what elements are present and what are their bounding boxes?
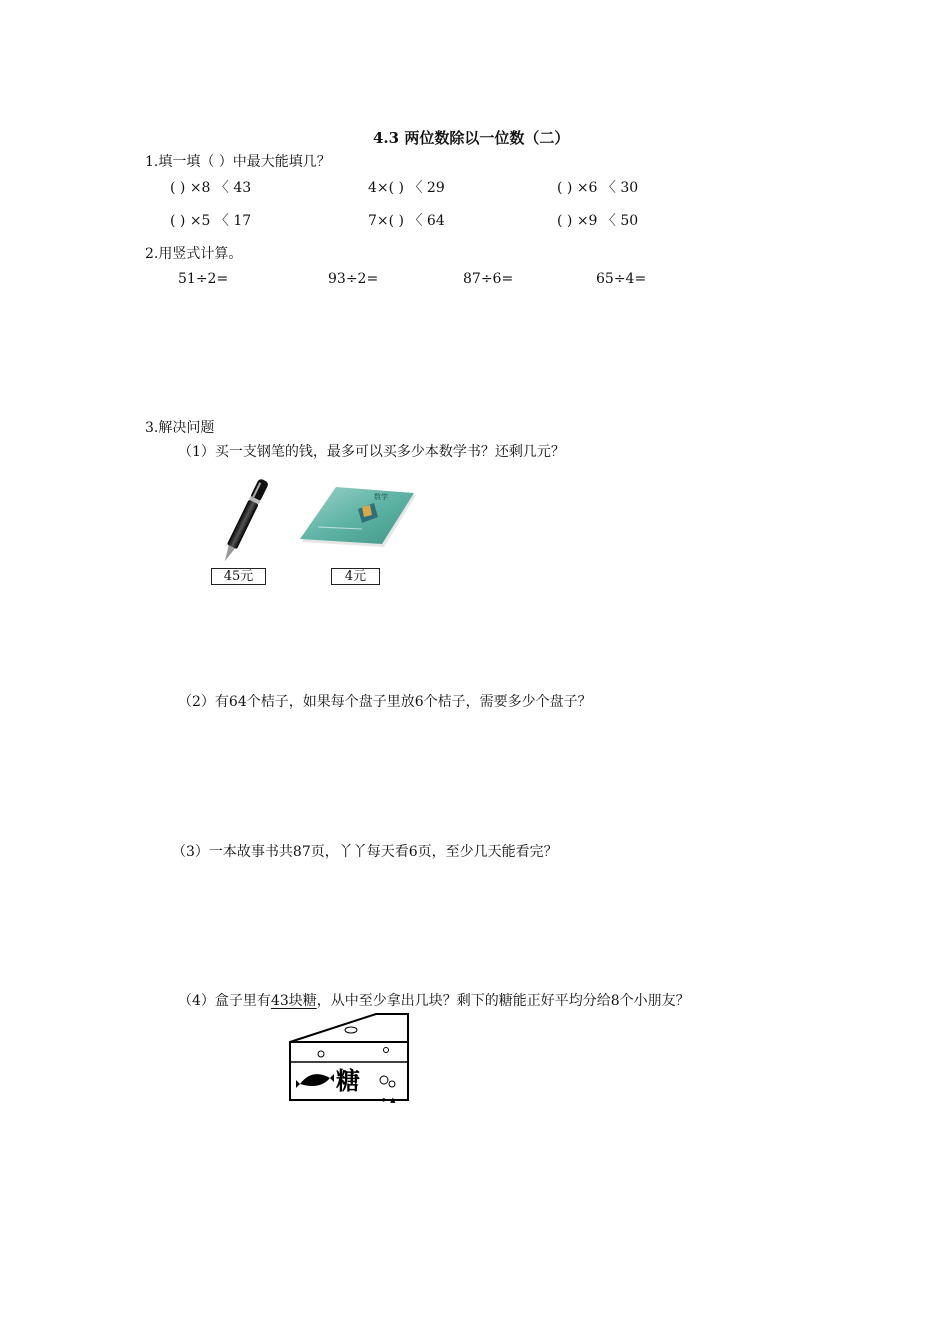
q3-problem-4-suffix: ，从中至少拿出几块？剩下的糖能正好平均分给8个小朋友？ [316, 993, 690, 1009]
candy-count: 43块糖 [270, 993, 317, 1009]
book-price-box: 4元 [331, 568, 380, 585]
q2-item: 65÷4= [596, 271, 647, 287]
q1-item: ( ) ×8 〈 43 [170, 180, 252, 196]
q3-problem-3: （3）一本故事书共87页，丫丫每天看6页，至少几天能看完？ [172, 844, 558, 860]
page-title: 4.3 两位数除以一位数（二） [373, 129, 570, 147]
book-cover-title: 数学 [374, 493, 388, 501]
q3-problem-4-prefix: （4）盒子里有 [178, 993, 271, 1009]
q1-item: ( ) ×5 〈 17 [170, 213, 252, 229]
svg-text:⊳ ▲: ⊳ ▲ [382, 1096, 396, 1104]
candy-box-label: 糖 [336, 1067, 360, 1095]
q1-item: 4×( ) 〈 29 [368, 180, 445, 196]
math-book-icon [298, 487, 420, 551]
q2-item: 93÷2= [328, 271, 379, 287]
q2-item: 87÷6= [463, 271, 514, 287]
q3-heading: 3.解决问题 [145, 420, 215, 436]
candy-box-icon [286, 1010, 414, 1106]
pen-price-box: 45元 [211, 568, 266, 585]
pen-icon [208, 474, 283, 569]
q1-heading: 1.填一填（ ）中最大能填几？ [145, 154, 331, 170]
q1-item: ( ) ×9 〈 50 [557, 213, 639, 229]
q2-item: 51÷2= [178, 271, 229, 287]
q3-problem-4 [178, 992, 690, 1010]
q2-heading: 2.用竖式计算。 [145, 246, 243, 262]
q3-problem-1: （1）买一支钢笔的钱，最多可以买多少本数学书？还剩几元？ [178, 444, 565, 460]
q1-item: 7×( ) 〈 64 [368, 213, 445, 229]
q1-item: ( ) ×6 〈 30 [557, 180, 639, 196]
q3-problem-2: （2）有64个桔子，如果每个盘子里放6个桔子，需要多少个盘子？ [178, 694, 592, 710]
